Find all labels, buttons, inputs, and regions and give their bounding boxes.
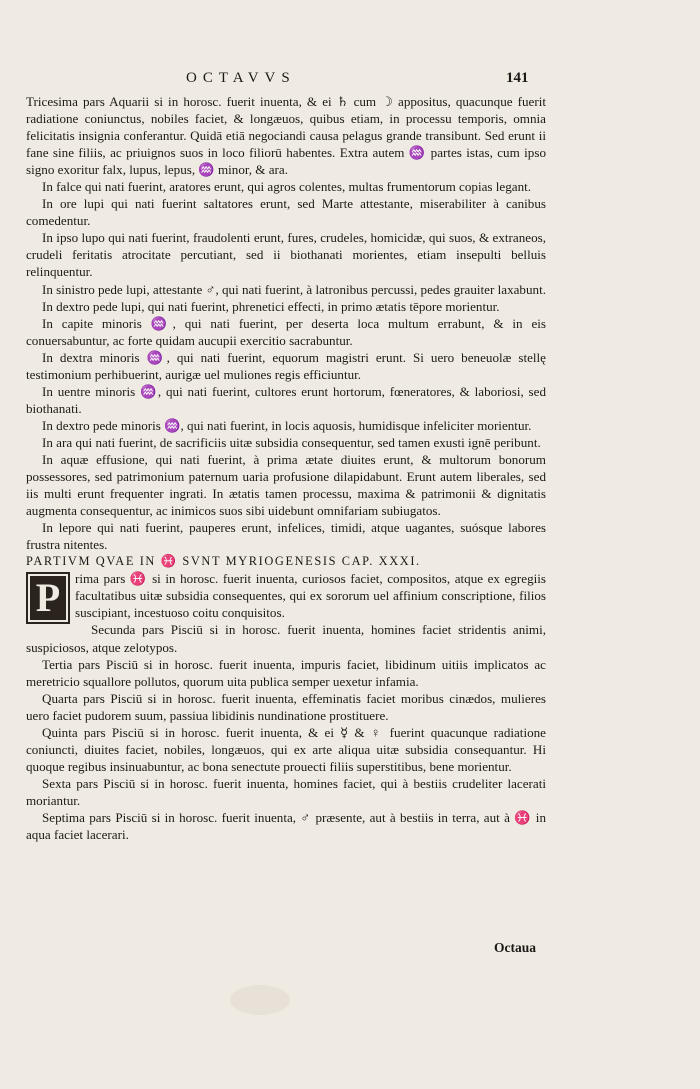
folio-number: 141	[506, 70, 529, 86]
paragraph: In sinistro pede lupi, attestante ♂, qui nati fuerint, à latronibus percussi, pedes grauiter laxabunt.	[42, 281, 546, 297]
paragraph: Quinta pars Pisciū si in horosc. fuerit inuenta, & ei ☿ & ♀ fuerint quacunque radiatione coniuncti, diuites faciet, nobiles, longæuos, qui ex arte aliqua uitæ subsidia consequantur. Hi quoque regibus insinuabuntur, ac bona senectute prouecti filiis superstitibus, bene morientur.	[26, 724, 546, 774]
paragraph: In falce qui nati fuerint, aratores erunt, qui agros colentes, multas frumentorum copias legant.	[42, 179, 532, 195]
paragraph: Quarta pars Pisciū si in horosc. fuerit inuenta, effeminatis faciet moribus cinædos, mulieres uero faciet pudorem suum, passiua libidinis nundinatione prostituere.	[26, 690, 546, 723]
text-block	[26, 93, 546, 843]
chapter-first-paragraph	[26, 570, 546, 621]
paragraph: Septima pars Pisciū si in horosc. fuerit inuenta, ♂ præsente, aut à bestiis in terra, aut à ♓ in aqua faciet lacerari.	[26, 809, 546, 843]
page-header	[0, 70, 700, 94]
paragraph: Tricesima pars Aquarii si in horosc. fuerit inuenta, & ei ♄ cum ☽ appositus, quacunque fuerit radiatione coniunctus, nobiles faciet, & longæuos, quibus etiam, in processu temporis, omnia felicitatis insignia conferantur. Quidā etiā negociandi causa pelagus grande transibunt. Sed erunt ii fane sine filiis, ac priuignos suos in loco filiorū habentes. Extra autem ♒ partes istas, cum ipso signo exoritur falx, lupus, lepus, ♒ minor, & ara.	[26, 94, 546, 178]
paragraph: In aquæ effusione, qui nati fuerint, à prima ætate diuites erunt, & multorum bonorum possessores, sed patrimonium paternum uaria profusione dilapidabunt. Erunt autem liberales, sed iis multi erunt frequenter ingrati. In ætatis tamen processu, maxima & patrimonii & dignitatis augmenta consequentur, ac inimicos suos sibi uidebunt omnifariam subiugatos.	[26, 451, 546, 519]
paragraph: Sexta pars Pisciū si in horosc. fuerit inuenta, homines faciet, qui à bestiis crudeliter lacerati moriantur.	[26, 775, 546, 808]
paragraph: In ore lupi qui nati fuerint saltatores erunt, sed Marte attestante, miserabiliter à canibus comedentur.	[26, 196, 546, 229]
paragraph: In ipso lupo qui nati fuerint, fraudolenti erunt, fures, crudeles, homicidæ, qui suos, & extraneos, crudeli feritatis atrocitate percutiant, sed ii biothanati morientes, etiam insepulti belluis relinquentur.	[26, 230, 546, 280]
paragraph: In ara qui nati fuerint, de sacrificiis uitæ subsidia consequentur, sed tamen exusti ignē peribunt.	[42, 434, 541, 450]
paragraph: Secunda pars Pisciū si in horosc. fuerit inuenta, homines faciet stridentis animi, suspiciosos, atque zelotypos.	[26, 622, 546, 655]
first-paragraph-text: rima pars ♓ si in horosc. fuerit inuenta, curiosos faciet, compositos, atque ex egregiis facultatibus uitæ subsidia consequentes, qui ex sororum uel affinium conscriptione, filios suscipiant, incestuoso coitu conquisitos.	[75, 571, 546, 621]
paragraph: In capite minoris ♒, qui nati fuerint, per deserta loca multum errabunt, & in eis conuersabuntur, ac forte quidam aucupii exercitio sacrabuntur.	[26, 315, 546, 348]
paragraph: In dextro pede minoris ♒, qui nati fuerint, in locis aquosis, humidisque infeliciter morientur.	[42, 417, 532, 433]
catchword: Octaua	[494, 940, 536, 955]
paragraph: In uentre minoris ♒, qui nati fuerint, cultores erunt hortorum, fœneratores, & laboriosi, sed biothanati.	[26, 383, 546, 416]
paragraph: Tertia pars Pisciū si in horosc. fuerit inuenta, impuris faciet, libidinum uitiis implicatos ac meretricio squallore pollutos, quorum uita publica semper uexetur infamia.	[26, 656, 546, 689]
drop-cap-initial: P	[26, 572, 70, 624]
paragraph: In dextro pede lupi, qui nati fuerint, phrenetici effecti, in primo ætatis tēpore morientur.	[42, 298, 500, 314]
paragraph: In lepore qui nati fuerint, pauperes erunt, infelices, timidi, atque uagantes, suósque labores frustra nitentes.	[26, 520, 546, 553]
paper-stain	[230, 985, 290, 1015]
running-head: OCTAVVS	[186, 70, 296, 86]
chapter-heading: PARTIVM QVAE IN ♓ SVNT MYRIOGENESIS CAP. XXXI.	[26, 554, 421, 569]
paragraph: In dextra minoris ♒, qui nati fuerint, equorum magistri erunt. Si uero beneuolæ stellę testimonium perhibuerint, aurigæ uel muliones regis efficiuntur.	[26, 349, 546, 382]
